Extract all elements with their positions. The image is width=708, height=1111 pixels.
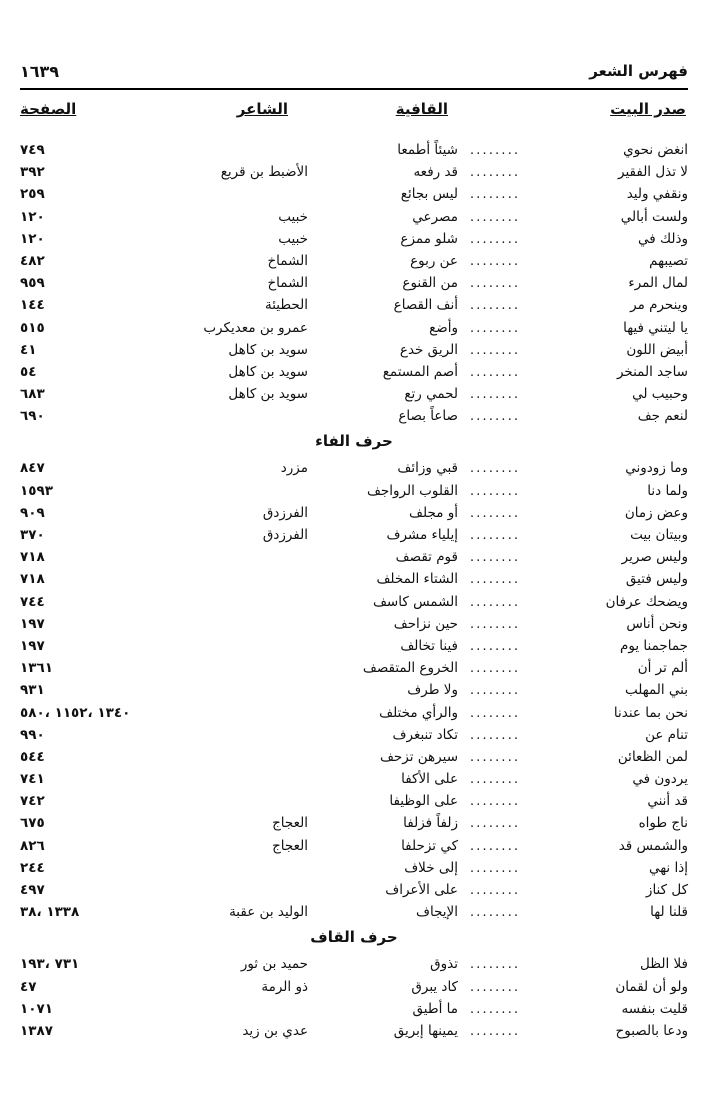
verse-start: ولست أبالي <box>620 208 688 225</box>
rhyme: على الأكفا <box>401 771 458 788</box>
index-row <box>20 977 688 999</box>
rhyme: إلى خلاف <box>404 859 458 876</box>
page-ref: ١٣٦١ <box>20 660 53 677</box>
leader-dots: ........ <box>469 549 521 566</box>
index-row <box>20 458 688 480</box>
poet: الفرزدق <box>262 504 308 521</box>
rhyme: من القنوع <box>402 275 458 292</box>
verse-start: ولما دنا <box>647 482 688 499</box>
verse-start: يردون في <box>632 771 688 788</box>
index-row <box>20 858 688 880</box>
rhyme: يمينها إبريق <box>393 1022 458 1039</box>
index-row <box>20 880 688 902</box>
page-ref: ١٩٧ <box>20 615 45 632</box>
poetry-index-table <box>20 140 688 1043</box>
page-ref: ٧٣١ ،١٩٣ <box>20 956 80 973</box>
rhyme: الإيجاف <box>415 904 458 921</box>
page-ref: ٧١٨ <box>20 549 45 566</box>
verse-start: قلنا لها <box>650 904 688 921</box>
verse-start: قد أنني <box>647 793 688 810</box>
leader-dots: ........ <box>469 297 521 314</box>
page-ref: ١٣٤٠ ،١١٥٢ ،٥٨٠ <box>20 704 131 721</box>
verse-start: وليس صرير <box>621 549 688 566</box>
verse-start: وحبيب لي <box>632 386 688 403</box>
index-row <box>20 636 688 658</box>
leader-dots: ........ <box>469 208 521 225</box>
index-row <box>20 273 688 295</box>
section-title: حرف الفاء <box>315 432 393 451</box>
rhyme: ولا طرف <box>407 682 458 699</box>
page-ref: ١٩٧ <box>20 637 45 654</box>
index-row <box>20 318 688 340</box>
poet: سويد بن كاهل <box>228 363 308 380</box>
page-ref: ٤١ <box>20 341 37 358</box>
poet: الفرزدق <box>262 527 308 543</box>
index-row <box>20 791 688 813</box>
leader-dots: ........ <box>469 186 521 203</box>
index-row <box>20 406 688 428</box>
verse-start: لمن الظعائن <box>617 748 688 765</box>
rhyme: أنف القصاع <box>393 297 458 314</box>
index-row <box>20 162 688 184</box>
rhyme: إيلياء مشرف <box>386 527 458 543</box>
index-row <box>20 184 688 206</box>
index-row <box>20 769 688 791</box>
index-row <box>20 813 688 835</box>
leader-dots: ........ <box>469 252 521 269</box>
leader-dots: ........ <box>469 571 521 588</box>
leader-dots: ........ <box>469 882 521 898</box>
rhyme: فينا تخالف <box>400 637 458 654</box>
verse-start: إذا نهي <box>648 859 688 876</box>
section-heading <box>20 428 688 458</box>
page-ref: ٧١٨ <box>20 571 45 588</box>
verse-start: لمال المرء <box>628 275 688 292</box>
index-row <box>20 954 688 976</box>
verse-start: ساجد المنخر <box>616 363 688 380</box>
poet: سويد بن كاهل <box>228 386 308 403</box>
verse-start: وليس فتيق <box>625 571 688 588</box>
verse-start: لا تذل الفقير <box>618 164 688 181</box>
verse-start: وذلك في <box>637 230 688 247</box>
index-row <box>20 481 688 503</box>
page-ref: ٢٥٩ <box>20 186 45 203</box>
column-header-page: الصفحة <box>20 100 77 118</box>
page-ref: ١٣٨٧ <box>20 1022 53 1039</box>
leader-dots: ........ <box>469 771 521 788</box>
index-row <box>20 229 688 251</box>
index-row <box>20 680 688 702</box>
leader-dots: ........ <box>469 815 521 832</box>
page-ref: ٢٤٤ <box>20 859 45 876</box>
leader-dots: ........ <box>469 319 521 336</box>
leader-dots: ........ <box>469 1022 521 1039</box>
verse-start: ولو أن لقمان <box>615 978 688 995</box>
verse-start: ناج طواه <box>638 815 688 832</box>
rhyme: أصم المستمع <box>382 363 458 380</box>
verse-start: قليت بنفسه <box>621 1000 688 1017</box>
poet: الشماخ <box>267 252 308 269</box>
leader-dots: ........ <box>469 482 521 499</box>
leader-dots: ........ <box>469 142 521 158</box>
rhyme: كي تزحلفا <box>401 837 458 854</box>
leader-dots: ........ <box>469 726 521 743</box>
index-row <box>20 1021 688 1043</box>
verse-start: يا ليتني فيها <box>623 319 688 336</box>
leader-dots: ........ <box>469 956 521 973</box>
leader-dots: ........ <box>469 660 521 677</box>
index-row <box>20 999 688 1021</box>
index-row <box>20 362 688 384</box>
poet: خبيب <box>278 208 308 225</box>
page-ref: ١٠٧١ <box>20 1000 53 1017</box>
verse-start: فلا الظل <box>640 956 688 973</box>
column-header-verse-start: صدر البيت <box>610 100 686 118</box>
leader-dots: ........ <box>469 593 521 610</box>
rhyme: الشمس كاسف <box>372 593 458 610</box>
leader-dots: ........ <box>469 527 521 543</box>
page-ref: ٨٤٧ <box>20 460 45 477</box>
page-ref: ٦٨٣ <box>20 386 45 403</box>
rhyme: الريق خدع <box>399 341 458 358</box>
page-ref: ١٤٤ <box>20 297 45 314</box>
rhyme: كاد يبرق <box>411 978 458 995</box>
page-ref: ٦٧٥ <box>20 815 45 832</box>
leader-dots: ........ <box>469 363 521 380</box>
index-row <box>20 569 688 591</box>
page-ref: ٣٧٠ <box>20 527 45 543</box>
rhyme: على الأعراف <box>385 882 458 898</box>
rhyme: تكاد تنبغرف <box>392 726 458 743</box>
rhyme: القلوب الرواجف <box>366 482 458 499</box>
rhyme: مصرعي <box>412 208 458 225</box>
verse-start: كل كناز <box>645 882 688 898</box>
poet: الوليد بن عقبة <box>229 904 308 921</box>
rhyme: ما أطيق <box>412 1000 458 1017</box>
page-ref: ٤٧ <box>20 978 37 995</box>
page-ref: ٤٩٧ <box>20 882 45 898</box>
rhyme: زلفاً فزلفا <box>403 815 458 832</box>
rhyme: شيئاً أطمعا <box>397 142 458 158</box>
index-row <box>20 295 688 317</box>
rhyme: وأضع <box>429 319 458 336</box>
rhyme: لحمي رتع <box>404 386 458 403</box>
poet: العجاج <box>272 815 308 832</box>
page-ref: ٩٣١ <box>20 682 45 699</box>
poet: عدي بن زيد <box>242 1022 308 1039</box>
index-row <box>20 340 688 362</box>
rhyme: قد رفعه <box>413 164 458 181</box>
index-row <box>20 251 688 273</box>
leader-dots: ........ <box>469 859 521 876</box>
page-ref: ٧٤٢ <box>20 793 45 810</box>
leader-dots: ........ <box>469 460 521 477</box>
page-ref: ٨٢٦ <box>20 837 45 854</box>
leader-dots: ........ <box>469 275 521 292</box>
page-ref: ١٥٩٣ <box>20 482 53 499</box>
section-heading <box>20 924 688 954</box>
verse-start: لنعم جف <box>637 408 688 425</box>
verse-start: تصيبهم <box>649 252 688 269</box>
verse-start: وما زودوني <box>625 460 688 477</box>
page-ref: ٥١٥ <box>20 319 45 336</box>
page-ref: ٩٥٩ <box>20 275 45 292</box>
rhyme: الشتاء المخلف <box>376 571 458 588</box>
leader-dots: ........ <box>469 793 521 810</box>
leader-dots: ........ <box>469 748 521 765</box>
index-row <box>20 384 688 406</box>
section-title: حرف القاف <box>310 928 398 947</box>
verse-start: ونحن أناس <box>626 615 688 632</box>
index-row <box>20 614 688 636</box>
poet: الحطيئة <box>264 297 308 314</box>
poet: الأضبط بن قريع <box>220 164 308 181</box>
page-ref: ٧٤١ <box>20 771 45 788</box>
verse-start: وبيتان بيت <box>630 527 688 543</box>
verse-start: جماجمنا يوم <box>620 637 688 654</box>
poet: العجاج <box>272 837 308 854</box>
rhyme: الخروع المتقصف <box>362 660 458 677</box>
poet: سويد بن كاهل <box>228 341 308 358</box>
rhyme: شلو ممزع <box>400 230 458 247</box>
verse-start: نحن بما عندنا <box>613 704 688 721</box>
verse-start: وعض زمان <box>624 504 688 521</box>
page-ref: ٧٤٩ <box>20 142 45 158</box>
index-row <box>20 703 688 725</box>
index-row <box>20 902 688 924</box>
rhyme: على الوظيفا <box>389 793 458 810</box>
index-row <box>20 725 688 747</box>
rhyme: صاعاً بصاع <box>398 408 458 425</box>
verse-start: ودعا بالصبوح <box>615 1022 688 1039</box>
index-row <box>20 547 688 569</box>
poet: عمرو بن معديكرب <box>203 319 308 336</box>
running-title: فهرس الشعر <box>589 62 688 80</box>
index-row <box>20 525 688 547</box>
leader-dots: ........ <box>469 837 521 854</box>
column-header-rhyme: القافية <box>395 100 448 118</box>
leader-dots: ........ <box>469 978 521 995</box>
leader-dots: ........ <box>469 341 521 358</box>
page-ref: ٩٩٠ <box>20 726 45 743</box>
page-ref: ٥٤٤ <box>20 748 45 765</box>
verse-start: تنام عن <box>645 726 688 743</box>
index-row <box>20 836 688 858</box>
rhyme: سيرهن تزحف <box>379 748 458 765</box>
leader-dots: ........ <box>469 682 521 699</box>
page-ref: ٧٤٤ <box>20 593 45 610</box>
leader-dots: ........ <box>469 164 521 181</box>
page-number: ١٦٣٩ <box>20 62 60 81</box>
rhyme: ليس بجائع <box>400 186 458 203</box>
column-header-poet: الشاعر <box>236 100 288 118</box>
rhyme: قوم تقصف <box>395 549 458 566</box>
poet: الشماخ <box>267 275 308 292</box>
verse-start: ألم تر أن <box>637 660 688 677</box>
index-row <box>20 207 688 229</box>
index-row <box>20 503 688 525</box>
poet: مزرد <box>280 460 308 477</box>
rhyme: والرأي مختلف <box>379 704 458 721</box>
rhyme: عن ربوع <box>410 252 458 269</box>
page-ref: ١٣٣٨ ،٣٨ <box>20 904 80 921</box>
rhyme: حين نزاحف <box>393 615 458 632</box>
verse-start: بني المهلب <box>625 682 688 699</box>
leader-dots: ........ <box>469 904 521 921</box>
rhyme: تذوق <box>430 956 458 973</box>
rhyme: قبي وزائف <box>397 460 458 477</box>
page-ref: ١٢٠ <box>20 208 45 225</box>
leader-dots: ........ <box>469 704 521 721</box>
poet: خبيب <box>278 230 308 247</box>
leader-dots: ........ <box>469 637 521 654</box>
verse-start: وينحرم مر <box>630 297 688 314</box>
leader-dots: ........ <box>469 504 521 521</box>
verse-start: والشمس قد <box>618 837 688 854</box>
running-header <box>20 58 688 90</box>
verse-start: انغض نحوي <box>623 142 688 158</box>
page-ref: ٣٩٢ <box>20 164 45 181</box>
index-row <box>20 140 688 162</box>
leader-dots: ........ <box>469 1000 521 1017</box>
index-row <box>20 658 688 680</box>
verse-start: ويضحك عرفان <box>605 593 688 610</box>
verse-start: أبيض اللون <box>626 341 688 358</box>
page-ref: ٥٤ <box>20 363 37 380</box>
leader-dots: ........ <box>469 230 521 247</box>
leader-dots: ........ <box>469 386 521 403</box>
page-ref: ٤٨٢ <box>20 252 45 269</box>
page-ref: ٦٩٠ <box>20 408 45 425</box>
page-ref: ١٢٠ <box>20 230 45 247</box>
rhyme: أو مجلف <box>409 504 458 521</box>
index-row <box>20 747 688 769</box>
page-ref: ٩٠٩ <box>20 504 45 521</box>
poet: ذو الرمة <box>261 978 308 995</box>
verse-start: ونقفي وليد <box>626 186 688 203</box>
poet: حميد بن ثور <box>240 956 308 973</box>
index-row <box>20 592 688 614</box>
leader-dots: ........ <box>469 615 521 632</box>
leader-dots: ........ <box>469 408 521 425</box>
